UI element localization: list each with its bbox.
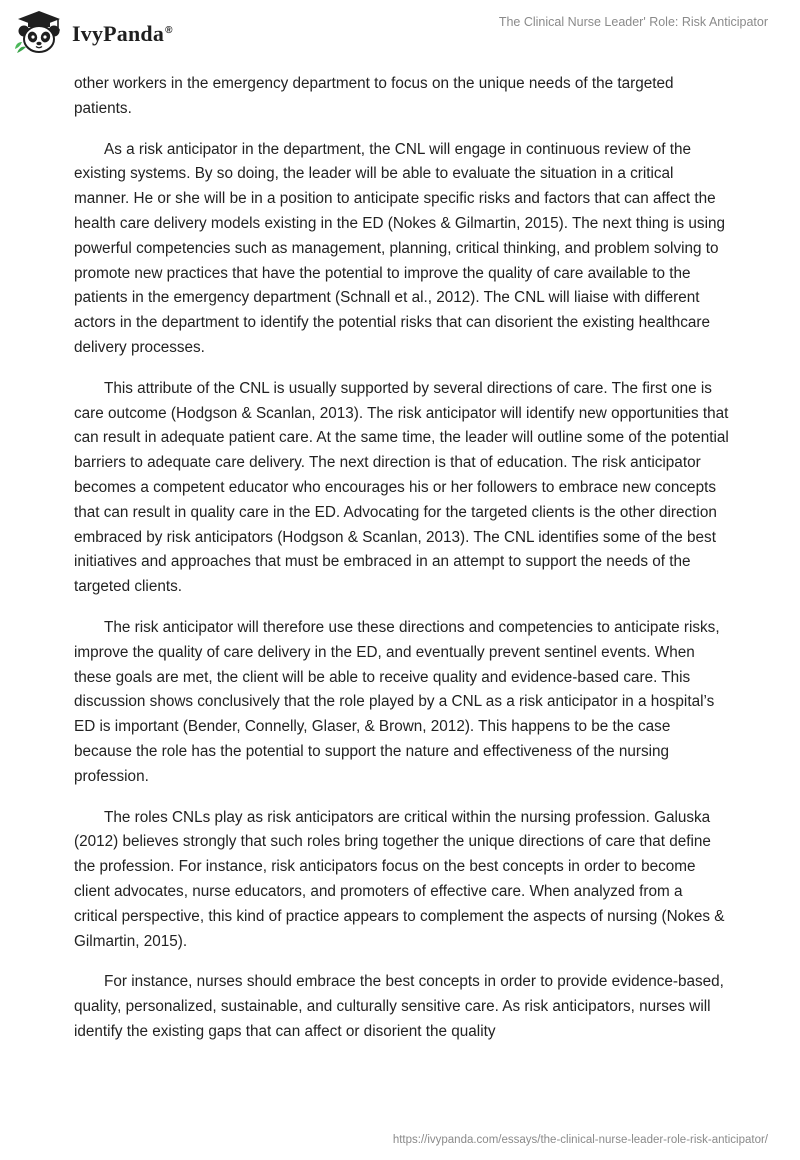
source-url-link[interactable]: https://ivypanda.com/essays/the-clinical-nurse-leader-role-risk-anticipator/ bbox=[392, 1134, 768, 1146]
registered-mark: ® bbox=[165, 24, 173, 36]
paragraph-6: For instance, nurses should embrace the best concepts in order to provide evidence-based, quality, personalized, sustainable, and culturally sensitive care. As risk anticipators, nurses will identify the existing gaps that can affect or disorient the quality bbox=[74, 973, 724, 1040]
essay-body bbox=[74, 72, 729, 1045]
paragraph-2: As a risk anticipator in the department, the CNL will engage in continuous review of the existing systems. By so doing, the leader will be able to evaluate the situation in a critical manner. He or she will be in a position to anticipate specific risks and factors that can affect the health care delivery models existing in the ED (Nokes & Gilmartin, 2015). The next thing is using powerful competencies such as management, planning, critical thinking, and problem solving to promote new practices that have the potential to improve the quality of care available to the patients in the emergency department (Schnall et al., 2012). The CNL will liaise with different actors in the department to identify the potential risks that can disorient the existing healthcare delivery processes. bbox=[74, 140, 725, 356]
logo-text bbox=[72, 21, 173, 47]
document-title: The Clinical Nurse Leader' Role: Risk Anticipator bbox=[498, 15, 768, 29]
ivypanda-logo[interactable] bbox=[14, 8, 173, 56]
paragraph-5: The roles CNLs play as risk anticipators are critical within the nursing profession. Galuska (2012) believes strongly that such roles bring together the unique directions of care that define the profession. For instance, risk anticipators focus on the best concepts in order to become client advocates, nurse educators, and promoters of effective care. When analyzed from a critical perspective, this kind of practice appears to complement the aspects of nursing (Nokes & Gilmartin, 2015). bbox=[74, 808, 725, 950]
paragraph-3: This attribute of the CNL is usually supported by several directions of care. The first one is care outcome (Hodgson & Scanlan, 2013). The risk anticipator will identify new opportunities that can result in adequate patient care. At the same time, the leader will outline some of the potential barriers to adequate care delivery. The next direction is that of education. The risk anticipator becomes a competent educator who encourages his or her followers to embrace new concepts that can result in quality care in the ED. Advocating for the targeted clients is the other direction embraced by risk anticipators (Hodgson & Scanlan, 2013). The CNL identifies some of the best initiatives and approaches that must be embraced in an attempt to support the needs of the targeted clients. bbox=[74, 379, 729, 596]
logo-wordmark: IvyPanda bbox=[72, 21, 165, 46]
panda-graduate-icon bbox=[14, 9, 64, 55]
page-header bbox=[0, 0, 800, 64]
paragraph-1: other workers in the emergency department to focus on the unique needs of the targeted patients. bbox=[74, 75, 674, 117]
paragraph-4: The risk anticipator will therefore use these directions and competencies to anticipate risks, improve the quality of care delivery in the ED, and eventually prevent sentinel events. When these goals are met, the client will be able to receive quality and evidence-based care. This discussion shows conclusively that the role played by a CNL as a risk anticipator in a hospital’s ED is important (Bender, Connelly, Glaser, & Brown, 2012). This happens to be the case because the role has the potential to support the nature and effectiveness of the nursing profession. bbox=[74, 618, 720, 785]
